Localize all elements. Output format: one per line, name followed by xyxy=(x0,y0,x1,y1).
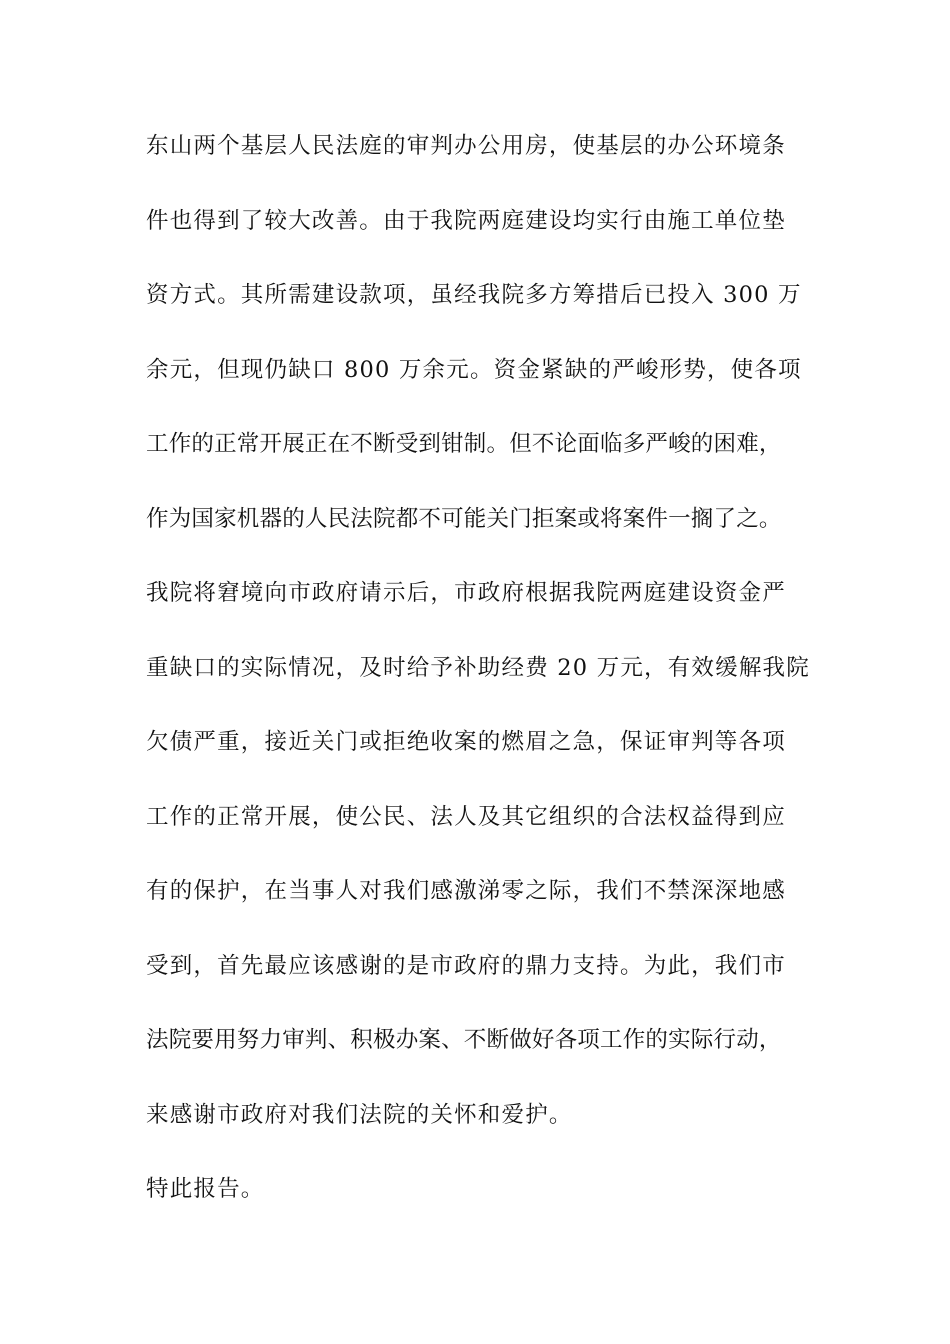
paragraph-line-11: 有的保护，在当事人对我们感激涕零之际，我们不禁深深地感 xyxy=(146,878,786,904)
paragraph-line-10: 工作的正常开展，使公民、法人及其它组织的合法权益得到应 xyxy=(146,803,786,830)
paragraph-line-8: 重缺口的实际情况，及时给予补助经费 20 万元，有效缓解我院 xyxy=(146,654,810,681)
paragraph-line-2: 件也得到了较大改善。由于我院两庭建设均实行由施工单位垫 xyxy=(146,207,786,234)
paragraph-line-13: 法院要用努力审判、积极办案、不断做好各项工作的实际行动， xyxy=(146,1027,782,1053)
report-body xyxy=(146,132,836,1250)
paragraph-line-4: 余元，但现仍缺口 800 万余元。资金紧缺的严峻形势，使各项 xyxy=(146,356,802,383)
closing-line: 特此报告。 xyxy=(146,1176,265,1202)
paragraph-line-9: 欠债严重，接近关门或拒绝收案的燃眉之急，保证审判等各项 xyxy=(146,729,786,755)
paragraph-line-5: 工作的正常开展正在不断受到钳制。但不论面临多严峻的困难， xyxy=(146,431,782,457)
paragraph-line-12: 受到，首先最应该感谢的是市政府的鼎力支持。为此，我们市 xyxy=(146,952,786,979)
paragraph-line-1: 东山两个基层人民法庭的审判办公用房，使基层的办公环境条 xyxy=(146,133,786,159)
paragraph-line-6: 作为国家机器的人民法院都不可能关门拒案或将案件一搁了之。 xyxy=(146,505,782,532)
paragraph-line-7: 我院将窘境向市政府请示后，市政府根据我院两庭建设资金严 xyxy=(146,580,786,606)
paragraph-line-3: 资方式。其所需建设款项，虽经我院多方筹措后已投入 300 万 xyxy=(146,282,802,308)
paragraph-line-14: 来感谢市政府对我们法院的关怀和爱护。 xyxy=(146,1101,573,1128)
